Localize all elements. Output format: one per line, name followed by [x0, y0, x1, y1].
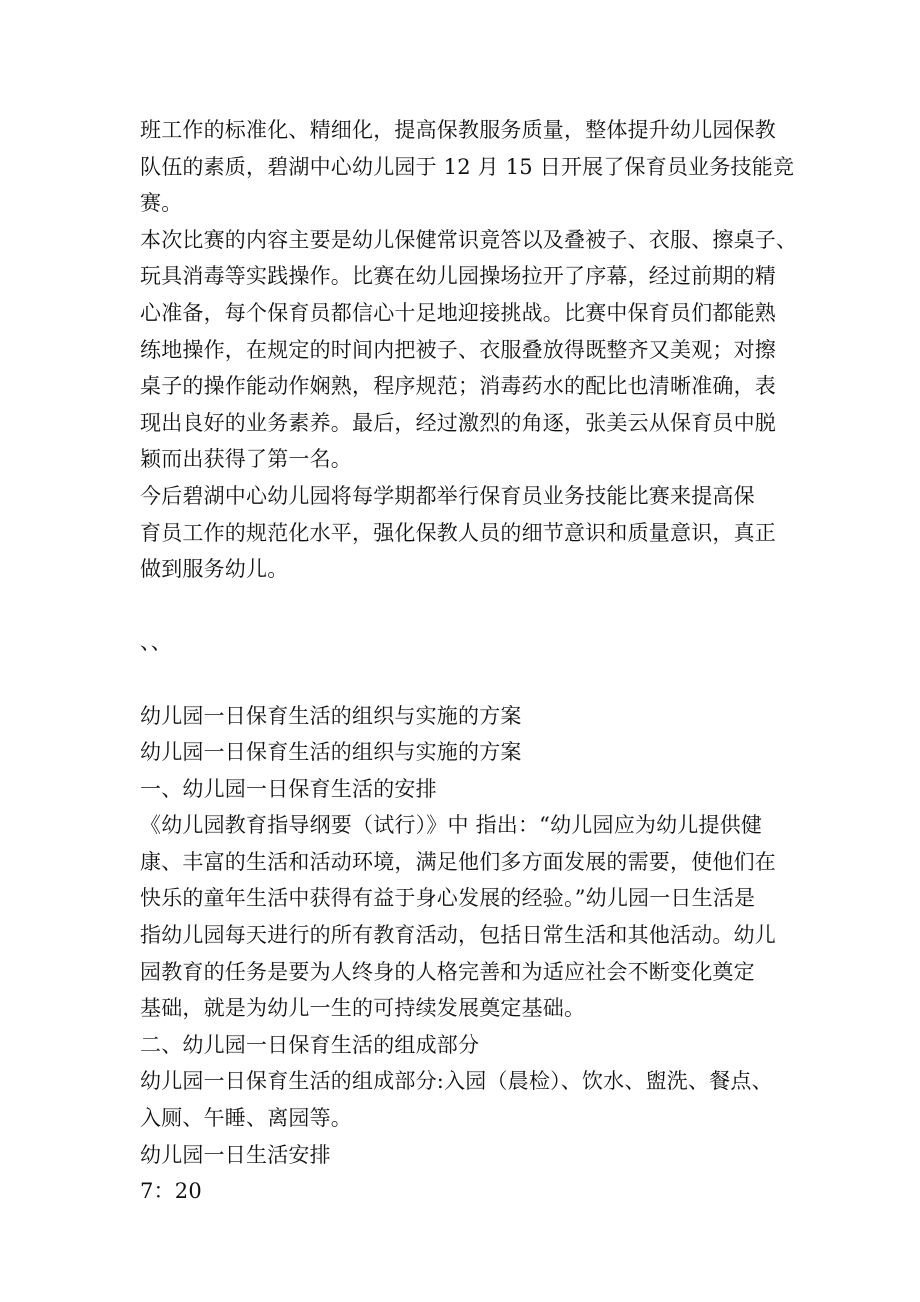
blank-line	[140, 661, 780, 698]
separator-mark: 、、	[140, 630, 172, 655]
blank-line	[140, 588, 780, 625]
text-line: 幼儿园一日保育生活的组成部分:入园（晨检）、饮水、盥洗、餐点、	[140, 1069, 773, 1094]
text-line: 练地操作，在规定的时间内把被子、衣服叠放得既整齐又美观；对擦	[140, 337, 776, 362]
text-line: 康、丰富的生活和活动环境，满足他们多方面发展的需要，使他们在	[140, 849, 776, 874]
text-line: 《幼儿园教育指导纲要（试行）》中 指出：“幼儿园应为幼儿提供健	[140, 813, 763, 838]
schedule-time: 7：20	[140, 1179, 202, 1204]
document-title: 幼儿园一日保育生活的组织与实施的方案	[140, 703, 522, 728]
text-line: 今后碧湖中心幼儿园将每学期都举行保育员业务技能比赛来提高保	[140, 483, 755, 508]
section-heading: 二、幼儿园一日保育生活的组成部分	[140, 1032, 480, 1057]
text-line: 心准备，每个保育员都信心十足地迎接挑战。比赛中保育员们都能熟	[140, 300, 776, 325]
text-line: 基础，就是为幼儿一生的可持续发展奠定基础。	[140, 996, 586, 1021]
text-line: 入厕、午睡、离园等。	[140, 1106, 352, 1131]
subheading: 幼儿园一日生活安排	[140, 1142, 331, 1167]
document-page	[140, 112, 798, 1210]
text-line: 玩具消毒等实践操作。比赛在幼儿园操场拉开了序幕，经过前期的精	[140, 264, 776, 289]
text-line: 园教育的任务是要为人终身的人格完善和为适应社会不断变化奠定	[140, 959, 755, 984]
text-line: 本次比赛的内容主要是幼儿保健常识竟答以及叠被子、衣服、擦桌子、	[140, 227, 798, 252]
text-line: 桌子的操作能动作娴熟，程序规范；消毒药水的配比也清晰准确，表	[140, 374, 776, 399]
text-line: 赛。	[140, 191, 183, 216]
text-line: 队伍的素质，碧湖中心幼儿园于 12 月 15 日开展了保育员业务技能竞	[140, 154, 795, 179]
document-title: 幼儿园一日保育生活的组织与实施的方案	[140, 740, 522, 765]
text-line: 指幼儿园每天进行的所有教育活动，包括日常生活和其他活动。幼儿	[140, 923, 776, 948]
text-line: 快乐的童年生活中获得有益于身心发展的经验。”幼儿园一日生活是	[140, 886, 756, 911]
text-line: 育员工作的规范化水平，强化保教人员的细节意识和质量意识，真正	[140, 520, 776, 545]
section-heading: 一、幼儿园一日保育生活的安排	[140, 776, 437, 801]
text-line: 班工作的标准化、精细化，提高保教服务质量，整体提升幼儿园保教	[140, 118, 776, 142]
text-line: 颖而出获得了第一名。	[140, 447, 352, 472]
section-daily-care-plan	[140, 698, 780, 1210]
text-line: 现出良好的业务素养。最后，经过激烈的角逐，张美云从保育员中脱	[140, 410, 776, 435]
section-contest-report	[140, 112, 798, 588]
text-line: 做到服务幼儿。	[140, 557, 289, 582]
